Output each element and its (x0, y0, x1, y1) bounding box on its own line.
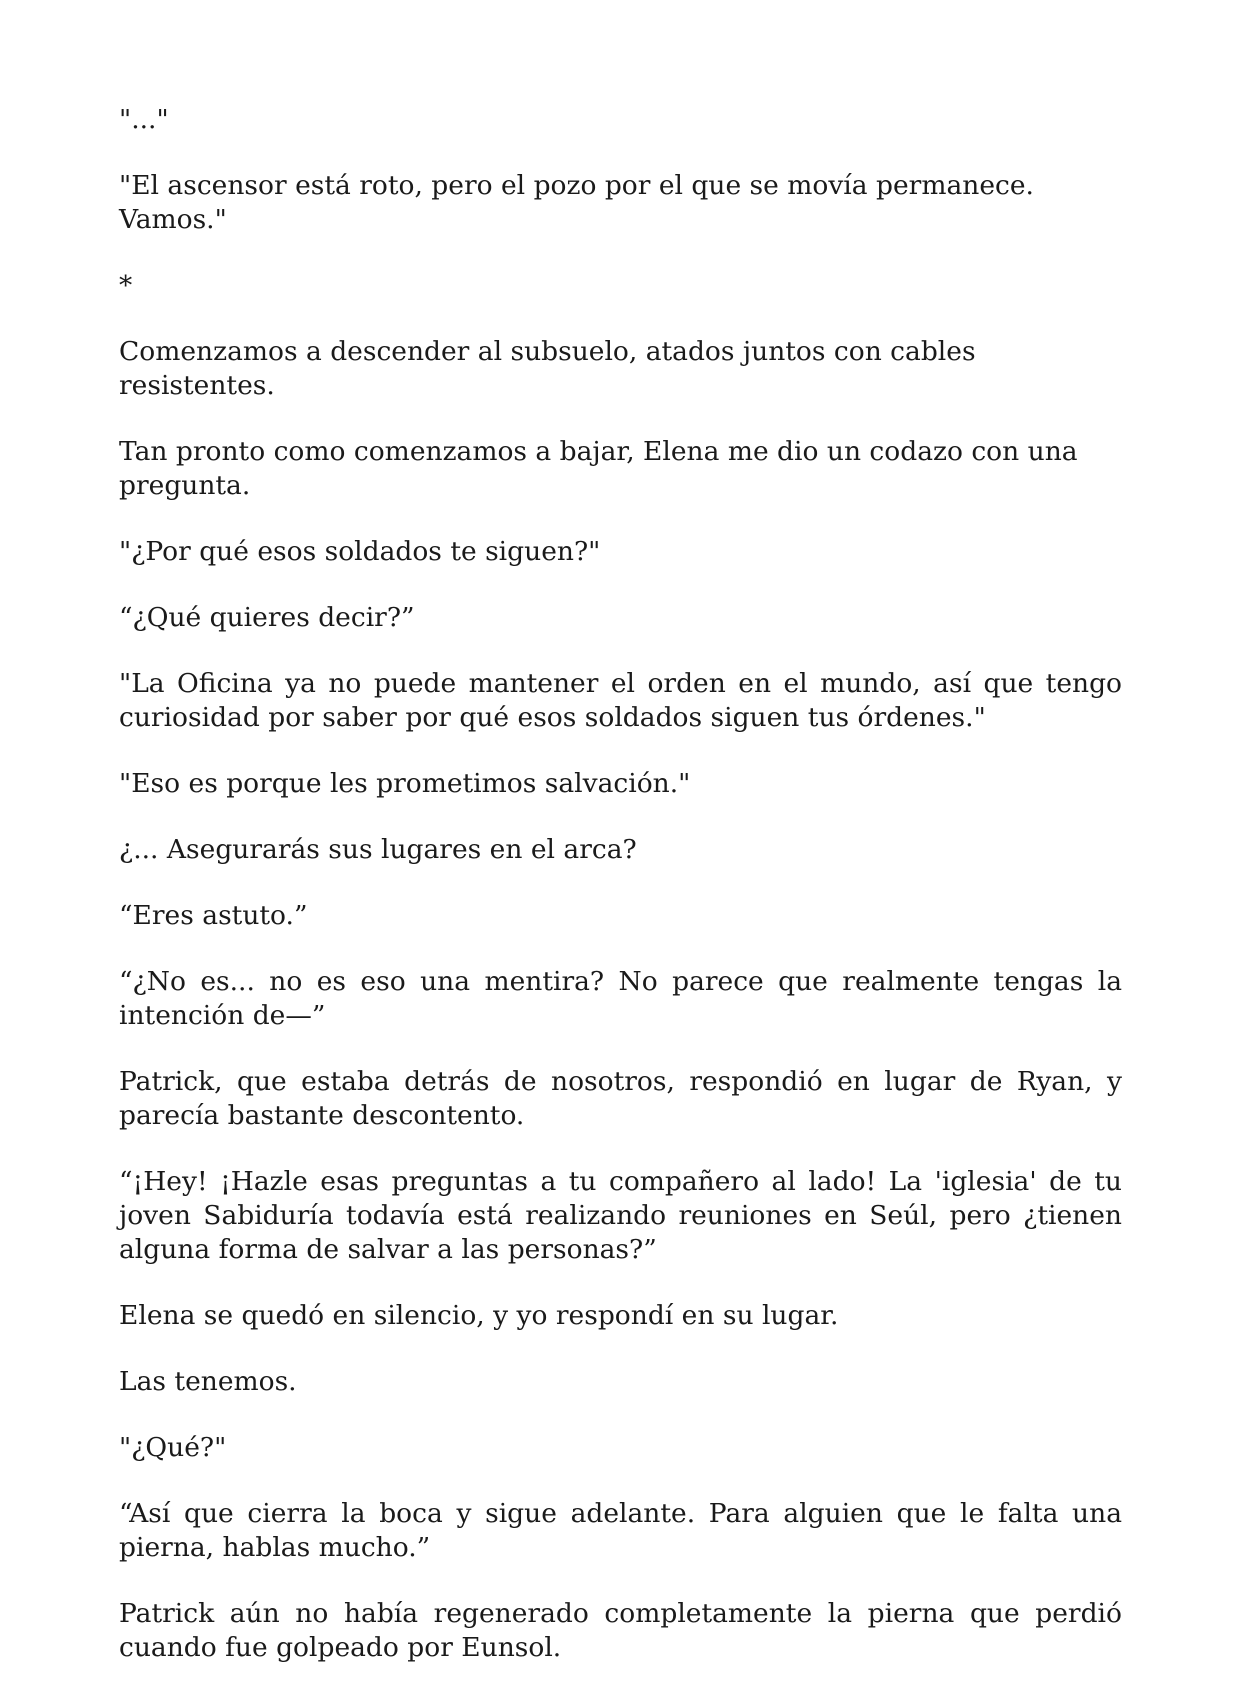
paragraph: “¿Qué quieres decir?” (119, 602, 415, 633)
paragraph: Patrick, que estaba detrás de nosotros, respondió en lugar de Ryan, y parecía bastante descontento. (119, 1066, 1122, 1131)
paragraph: "Eso es porque les prometimos salvación." (119, 768, 691, 799)
paragraph: "La Oficina ya no puede mantener el orden en el mundo, así que tengo curiosidad por saber por qué esos soldados siguen tus órdenes." (119, 668, 1122, 733)
paragraph: "¿Por qué esos soldados te siguen?" (119, 536, 601, 567)
paragraph: "¿Qué?" (119, 1432, 227, 1463)
paragraph: Comenzamos a descender al subsuelo, atados juntos con cables resistentes. (119, 336, 976, 401)
paragraph: "El ascensor está roto, pero el pozo por el que se movía permanece. Vamos." (119, 170, 1034, 235)
paragraph: "..." (119, 104, 169, 135)
scene-break: * (119, 270, 133, 301)
paragraph: Las tenemos. (119, 1366, 297, 1397)
paragraph: ¿... Asegurarás sus lugares en el arca? (119, 834, 637, 865)
paragraph: Elena se quedó en silencio, y yo respondí en su lugar. (119, 1300, 839, 1331)
paragraph: “Así que cierra la boca y sigue adelante. Para alguien que le falta una pierna, hablas mucho.” (119, 1498, 1122, 1563)
paragraph: “¿No es... no es eso una mentira? No parece que realmente tengas la intención de—” (119, 966, 1122, 1031)
text-body (119, 103, 1122, 1697)
paragraph: “Eres astuto.” (119, 900, 308, 931)
paragraph: Patrick aún no había regenerado completamente la pierna que perdió cuando fue golpeado por Eunsol. (119, 1598, 1122, 1663)
paragraph: “¡Hey! ¡Hazle esas preguntas a tu compañero al lado! La 'iglesia' de tu joven Sabiduría todavía está realizando reuniones en Seúl, pero ¿tienen alguna forma de salvar a las personas?” (119, 1166, 1122, 1265)
paragraph: Tan pronto como comenzamos a bajar, Elena me dio un codazo con una pregunta. (119, 436, 1078, 501)
